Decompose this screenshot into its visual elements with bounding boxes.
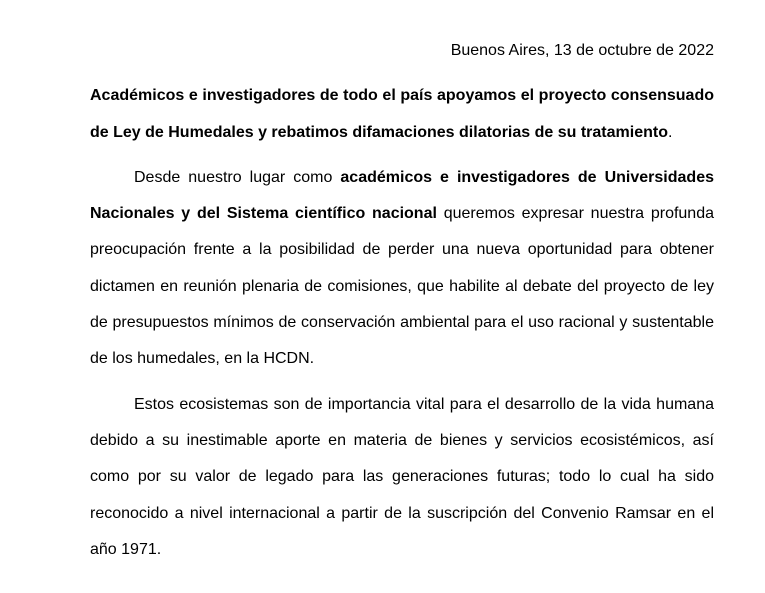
body-paragraph-2 xyxy=(90,387,714,568)
regular-text-run: . xyxy=(667,123,673,141)
bold-text-run: académicos e investigadores de Universidades Nacionales y del Sistema científico nacional xyxy=(90,168,714,223)
regular-text-run: queremos expresar nuestra profunda preocupación frente a la posibilidad de perder una nueva oportunidad para obtener dictamen en reunión plenaria de comisiones, que habilite al debate del proyecto de ley de presupuestos mínimos de conservación ambiental para el uso racional y sustentable de los humedales, en la HCDN. xyxy=(90,205,715,368)
regular-text-run: Desde nuestro lugar como xyxy=(134,168,341,186)
document-heading xyxy=(90,78,714,151)
bold-text-run: Académicos e investigadores de todo el país apoyamos el proyecto consensuado de Ley de Humedales y rebatimos difamaciones dilatorias de su tratamiento xyxy=(90,87,714,141)
date-line: Buenos Aires, 13 de octubre de 2022 xyxy=(450,42,714,59)
regular-text-run: Estos ecosistemas son de importancia vital para el desarrollo de la vida humana debido a su inestimable aporte en materia de bienes y servicios ecosistémicos, así como por su valor de legado para las generaciones futuras; todo lo cual ha sido reconocido a nivel internacional a partir de la suscripción del Convenio Ramsar en el año 1971. xyxy=(90,395,714,558)
body-paragraph-1 xyxy=(90,160,714,378)
